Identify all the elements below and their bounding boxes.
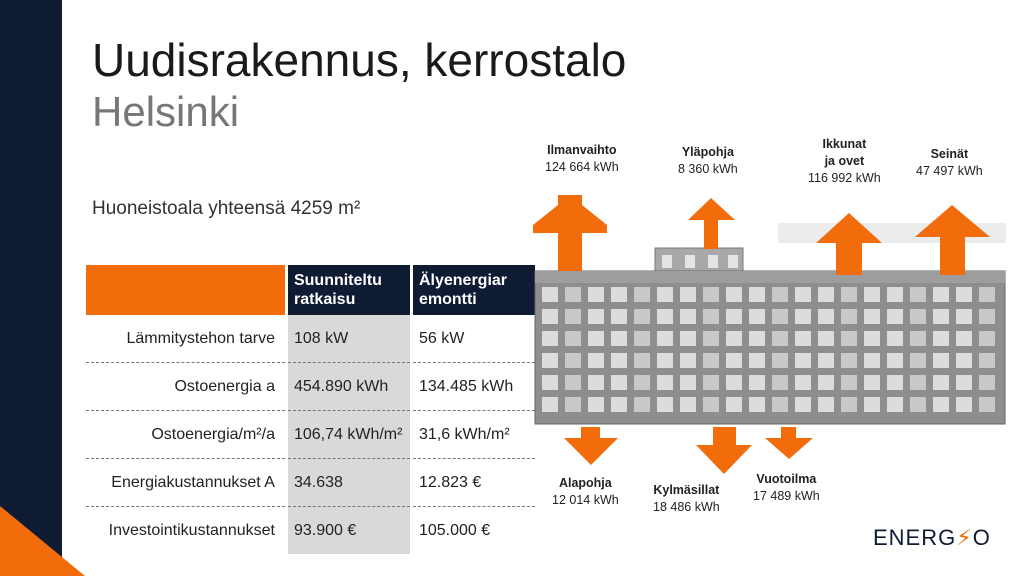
- row-label: Ostoenergia/m²/a: [86, 411, 286, 459]
- building-window: [887, 397, 903, 412]
- building-window: [772, 331, 788, 346]
- building-window: [611, 397, 627, 412]
- building-window: [956, 287, 972, 302]
- building-window: [933, 309, 949, 324]
- building-heat-loss-illustration: [530, 195, 1010, 480]
- building-window: [749, 397, 765, 412]
- building-window: [680, 331, 696, 346]
- building-window: [887, 375, 903, 390]
- building-window: [956, 375, 972, 390]
- building-window: [933, 375, 949, 390]
- building-window: [956, 353, 972, 368]
- building-window: [933, 353, 949, 368]
- row-smart-value: 105.000 €: [411, 507, 535, 555]
- building-window: [818, 353, 834, 368]
- building-window: [611, 309, 627, 324]
- building-window: [933, 287, 949, 302]
- building-window: [657, 353, 673, 368]
- building-window: [588, 331, 604, 346]
- building-window: [634, 353, 650, 368]
- building-window: [726, 397, 742, 412]
- row-label: Investointikustannukset: [108, 521, 275, 539]
- building-window: [749, 375, 765, 390]
- building-window: [611, 287, 627, 302]
- row-label: Energiakustannukset A: [86, 459, 286, 507]
- row-planned-value: 108 kW: [286, 315, 411, 363]
- building-window: [634, 375, 650, 390]
- table-row: [86, 315, 535, 363]
- loss-label-ikkunat: Ikkunat ja ovet 116 992 kWh: [808, 137, 881, 185]
- building-window: [565, 397, 581, 412]
- building-window: [910, 331, 926, 346]
- building-window: [841, 309, 857, 324]
- building-window: [588, 287, 604, 302]
- building-window: [864, 353, 880, 368]
- building-window: [841, 375, 857, 390]
- building-window: [772, 397, 788, 412]
- building-window: [680, 375, 696, 390]
- building-window: [979, 353, 995, 368]
- loss-label-ilmanvaihto: Ilmanvaihto 124 664 kWh: [545, 143, 619, 174]
- building-window: [611, 331, 627, 346]
- building-window: [887, 287, 903, 302]
- building-window: [933, 397, 949, 412]
- building-window: [910, 309, 926, 324]
- roof-edge: [535, 271, 1005, 283]
- table-row: [86, 411, 535, 459]
- building-window: [703, 375, 719, 390]
- row-planned-value: 34.638: [286, 459, 411, 507]
- building-window: [726, 331, 742, 346]
- building-window: [910, 353, 926, 368]
- building-window: [979, 397, 995, 412]
- building-window: [887, 353, 903, 368]
- building-window: [634, 331, 650, 346]
- building-window: [703, 287, 719, 302]
- building-window: [542, 353, 558, 368]
- building-window: [542, 397, 558, 412]
- row-planned-value: 93.900 €: [286, 507, 411, 555]
- arrow-down-kylmasillat: [696, 427, 752, 474]
- table-header-row: [86, 265, 535, 315]
- table-header-smart-renovation: Älyenergiar emontti: [411, 265, 535, 315]
- building-window: [657, 375, 673, 390]
- building-window: [910, 397, 926, 412]
- row-smart-value: 31,6 kWh/m²: [411, 411, 535, 459]
- corner-accent-triangle: [0, 506, 85, 576]
- building-window: [749, 353, 765, 368]
- building-window: [726, 287, 742, 302]
- row-planned-value: 454.890 kWh: [286, 363, 411, 411]
- building-window: [841, 287, 857, 302]
- left-sidebar-band: [0, 0, 62, 576]
- row-smart-value: 56 kW: [411, 315, 535, 363]
- building-window: [726, 309, 742, 324]
- building-window: [795, 397, 811, 412]
- building-window: [703, 353, 719, 368]
- row-planned-value: 106,74 kWh/m²: [286, 411, 411, 459]
- building-window: [542, 375, 558, 390]
- building-window: [749, 309, 765, 324]
- building-window: [864, 331, 880, 346]
- building-window: [657, 309, 673, 324]
- building-window: [795, 287, 811, 302]
- building-window: [634, 309, 650, 324]
- building-window: [887, 331, 903, 346]
- building-window: [703, 331, 719, 346]
- building-window: [565, 353, 581, 368]
- building-window: [703, 397, 719, 412]
- building-window: [910, 375, 926, 390]
- building-window: [680, 309, 696, 324]
- building-window: [588, 309, 604, 324]
- building-window: [979, 331, 995, 346]
- building-window: [611, 375, 627, 390]
- building-window: [864, 397, 880, 412]
- building-window: [841, 397, 857, 412]
- building-window: [588, 397, 604, 412]
- loss-label-vuotoilma: Vuotoilma 17 489 kWh: [753, 472, 820, 503]
- building-window: [565, 375, 581, 390]
- building-window: [818, 397, 834, 412]
- building-window: [680, 287, 696, 302]
- building-window: [841, 353, 857, 368]
- building-window: [956, 397, 972, 412]
- building-window: [611, 353, 627, 368]
- energio-logo: ENERG⚡O: [873, 525, 991, 550]
- building-window: [795, 353, 811, 368]
- loss-label-ylapohja: Yläpohja 8 360 kWh: [678, 145, 738, 176]
- building-window: [795, 375, 811, 390]
- loss-label-kylmasillat: Kylmäsillat 18 486 kWh: [653, 483, 720, 514]
- building-window: [588, 353, 604, 368]
- row-smart-value: 134.485 kWh: [411, 363, 535, 411]
- building-window: [979, 375, 995, 390]
- building-window: [542, 287, 558, 302]
- table-header-blank: [86, 265, 286, 315]
- building-window: [657, 287, 673, 302]
- arrow-down-vuotoilma: [765, 427, 813, 459]
- building-window: [772, 287, 788, 302]
- building-window: [634, 397, 650, 412]
- table-row: [86, 507, 535, 555]
- bolt-icon: ⚡: [956, 525, 973, 550]
- building-window: [818, 287, 834, 302]
- building-window: [680, 353, 696, 368]
- row-smart-value: 12.823 €: [411, 459, 535, 507]
- building-window: [565, 331, 581, 346]
- building-window: [749, 331, 765, 346]
- building-window: [542, 309, 558, 324]
- floor-area-text: Huoneistoala yhteensä 4259 m²: [92, 198, 361, 219]
- building-window: [818, 375, 834, 390]
- building-window: [979, 309, 995, 324]
- building-window: [818, 331, 834, 346]
- building-window: [680, 397, 696, 412]
- building-window: [726, 375, 742, 390]
- building-window: [933, 331, 949, 346]
- building-window: [703, 309, 719, 324]
- building-window: [864, 287, 880, 302]
- slide-subtitle-city: Helsinki: [92, 88, 240, 135]
- building-window: [749, 287, 765, 302]
- building-window: [795, 331, 811, 346]
- table-row: [86, 363, 535, 411]
- building-window: [979, 287, 995, 302]
- building-window: [726, 353, 742, 368]
- loss-label-alapohja: Alapohja 12 014 kWh: [552, 476, 619, 507]
- building-window: [542, 331, 558, 346]
- building-window: [887, 309, 903, 324]
- building-window: [864, 375, 880, 390]
- energy-comparison-table: [86, 265, 535, 554]
- building-window: [795, 309, 811, 324]
- building-window: [910, 287, 926, 302]
- building-window: [772, 309, 788, 324]
- arrow-up-ilmanvaihto: [533, 195, 607, 271]
- table-header-planned: Suunniteltu ratkaisu: [286, 265, 411, 315]
- building-window: [657, 331, 673, 346]
- loss-label-seinat: Seinät 47 497 kWh: [916, 147, 983, 178]
- building-window: [841, 331, 857, 346]
- table-row: [86, 459, 535, 507]
- building-window: [634, 287, 650, 302]
- building-window: [588, 375, 604, 390]
- building-window: [818, 309, 834, 324]
- building-window: [864, 309, 880, 324]
- building-window: [565, 309, 581, 324]
- building-window: [772, 353, 788, 368]
- building-window: [565, 287, 581, 302]
- building-window: [956, 309, 972, 324]
- building-window: [956, 331, 972, 346]
- arrow-up-ikkunat: [816, 213, 882, 275]
- building-window: [772, 375, 788, 390]
- arrow-down-alapohja: [564, 427, 618, 465]
- arrow-up-ylapohja: [688, 198, 735, 249]
- row-label: Lämmitystehon tarve: [86, 315, 286, 363]
- slide-title: Uudisrakennus, kerrostalo: [92, 34, 627, 86]
- building-window: [657, 397, 673, 412]
- row-label: Ostoenergia a: [86, 363, 286, 411]
